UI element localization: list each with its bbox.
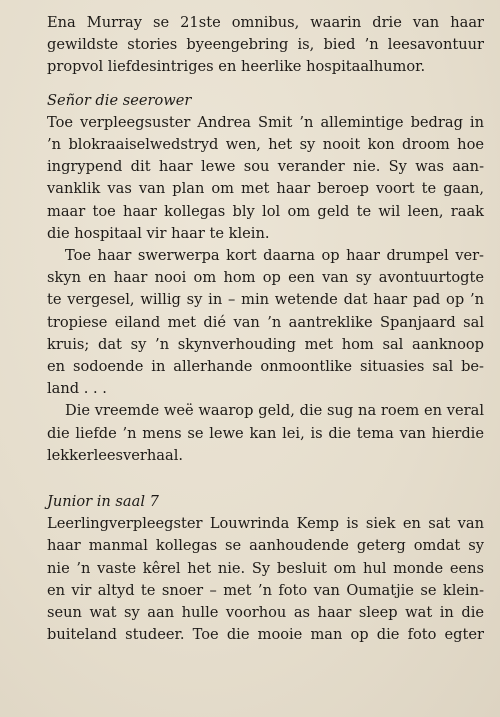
text-line: ’n blokraaiselwedstryd wen, het sy nooit kon droom hoe: [47, 136, 484, 154]
story1-paragraph-3: [47, 400, 484, 467]
text-line: te vergesel, willig sy in – min wetende dat haar pad op ’n: [47, 291, 484, 309]
text-line: die liefde ’n mens se lewe kan lei, is die tema van hierdie: [47, 424, 484, 442]
story-title-junior: Junior in saal 7: [47, 493, 159, 511]
intro-paragraph: [47, 12, 484, 79]
text-line: buiteland studeer. Toe die mooie man op die foto egter: [47, 626, 484, 644]
text-line: Toe haar swerwerpa kort daarna op haar drumpel ver-: [65, 247, 484, 265]
text-line: kruis; dat sy ’n skynverhouding met hom sal aanknoop: [47, 335, 484, 353]
text-line: tropiese eiland met dié van ’n aantreklike Spanjaard sal: [47, 313, 484, 331]
text-line: Die vreemde weë waarop geld, die sug na roem en veral: [65, 402, 484, 420]
text-line: skyn en haar nooi om hom op een van sy avontuurtogte: [47, 269, 484, 287]
story1-paragraph-1: [47, 112, 484, 245]
text-line: en sodoende in allerhande onmoontlike situasies sal be-: [47, 358, 484, 376]
text-line: Leerlingverpleegster Louwrinda Kemp is siek en sat van: [47, 515, 484, 533]
text-body: [47, 12, 484, 646]
text-line: land . . .: [47, 380, 107, 398]
text-line: haar manmal kollegas se aanhoudende geterg omdat sy: [47, 537, 484, 555]
intro-line: Ena Murray se 21ste omnibus, waarin drie van haar: [47, 14, 484, 31]
story2-paragraph-1: [47, 513, 484, 646]
story1-paragraph-2: [47, 245, 484, 400]
text-line: maar toe haar kollegas bly lol om geld te wil leen, raak: [47, 202, 484, 220]
text-line: nie ’n vaste kêrel het nie. Sy besluit om hul monde eens: [47, 559, 484, 577]
text-line: vanklik vas van plan om met haar beroep voort te gaan,: [47, 180, 484, 198]
intro-line: propvol liefdesintriges en heerlike hospitaalhumor.: [47, 58, 426, 76]
text-line: ingrypend dit haar lewe sou verander nie. Sy was aan-: [47, 158, 484, 176]
text-line: die hospitaal vir haar te klein.: [47, 224, 270, 242]
text-line: en vir altyd te snoer – met ’n foto van Oumatjie se klein-: [47, 581, 484, 599]
text-line: Toe verpleegsuster Andrea Smit ’n allemintige bedrag in: [47, 113, 484, 131]
text-line: seun wat sy aan hulle voorhou as haar sleep wat in die: [47, 604, 484, 622]
text-line: lekkerleesverhaal.: [47, 446, 183, 464]
story-title-senor: Señor die seerower: [47, 91, 192, 109]
intro-line: gewildste stories byeengebring is, bied ’n leesavontuur: [47, 36, 484, 54]
